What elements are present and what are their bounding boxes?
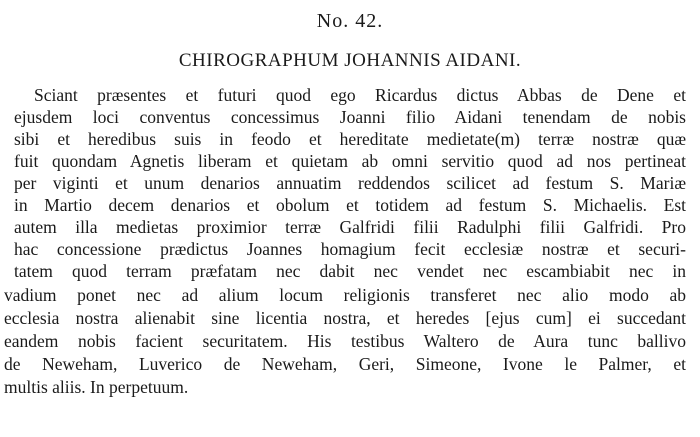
body-line: in Martio decem denarios et obolum et totidem ad festum S. Michaelis. Est bbox=[14, 195, 686, 215]
body-line: tatem quod terram præfatam nec dabit nec vendet nec escambiabit nec in bbox=[14, 261, 686, 281]
body-line: Sciant præsentes et futuri quod ego Ricardus dictus Abbas de Dene et bbox=[34, 85, 686, 105]
body-line: ecclesia nostra alienabit sine licentia nostra, et heredes [ejus cum] ei succedant bbox=[4, 308, 686, 328]
body-line: per viginti et unum denarios annuatim reddendos scilicet ad festum S. Mariæ bbox=[14, 173, 686, 193]
body-line: eandem nobis facient securitatem. His testibus Waltero de Aura tunc ballivo bbox=[4, 331, 686, 351]
body-line: de Neweham, Luverico de Neweham, Geri, Simeone, Ivone le Palmer, et bbox=[4, 354, 686, 374]
body-line: fuit quondam Agnetis liberam et quietam ab omni servitio quod ad nos pertineat bbox=[14, 151, 686, 171]
body-line: hac concessione prædictus Joannes homagium fecit ecclesiæ nostræ et securi- bbox=[14, 239, 686, 259]
body-line: sibi et heredibus suis in feodo et hereditate medietate(m) terræ nostræ quæ bbox=[14, 129, 686, 149]
document-title: CHIROGRAPHUM JOHANNIS AIDANI. bbox=[178, 50, 522, 71]
document-number: No. 42. bbox=[316, 10, 384, 32]
body-line: vadium ponet nec ad alium locum religionis transferet nec alio modo ab bbox=[4, 285, 686, 305]
body-line: autem illa medietas proximior terræ Galfridi filii Radulphi filii Galfridi. Pro bbox=[14, 217, 686, 237]
body-line-last: multis aliis. In perpetuum. bbox=[4, 377, 189, 397]
body-line: ejusdem loci conventus concessimus Joanni filio Aidani tenendam de nobis bbox=[14, 107, 686, 127]
